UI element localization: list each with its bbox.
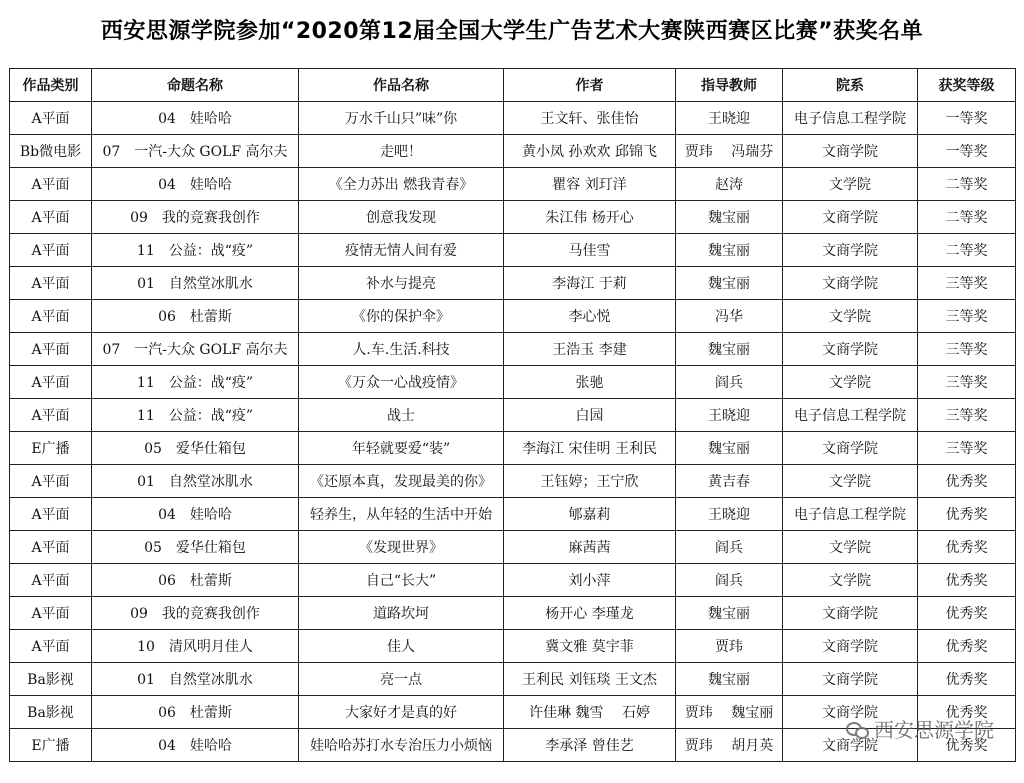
cell-award: 三等奖 bbox=[918, 399, 1016, 432]
table-row bbox=[10, 498, 1016, 531]
cell-category: A平面 bbox=[10, 333, 92, 366]
cell-advisor: 冯华 bbox=[676, 300, 783, 333]
cell-work: 《全力苏出 燃我青春》 bbox=[299, 168, 504, 201]
cell-category: A平面 bbox=[10, 630, 92, 663]
header-department: 院系 bbox=[783, 69, 918, 102]
cell-category: E广播 bbox=[10, 432, 92, 465]
cell-category: A平面 bbox=[10, 168, 92, 201]
table-row bbox=[10, 300, 1016, 333]
cell-work: 道路坎坷 bbox=[299, 597, 504, 630]
cell-department: 文商学院 bbox=[783, 333, 918, 366]
cell-advisor: 阎兵 bbox=[676, 531, 783, 564]
cell-department: 文商学院 bbox=[783, 432, 918, 465]
cell-author: 杨开心 李瑾龙 bbox=[504, 597, 676, 630]
cell-department: 文商学院 bbox=[783, 135, 918, 168]
cell-work: 《还原本真，发现最美的你》 bbox=[299, 465, 504, 498]
cell-author: 许佳琳 魏雪 石婷 bbox=[504, 696, 676, 729]
cell-topic: 05 爱华仕箱包 bbox=[92, 432, 299, 465]
cell-advisor: 贾玮 胡月英 bbox=[676, 729, 783, 762]
cell-category: Bb微电影 bbox=[10, 135, 92, 168]
cell-department: 文商学院 bbox=[783, 201, 918, 234]
table-row bbox=[10, 102, 1016, 135]
cell-category: A平面 bbox=[10, 201, 92, 234]
cell-advisor: 贾玮 魏宝丽 bbox=[676, 696, 783, 729]
cell-award: 二等奖 bbox=[918, 201, 1016, 234]
cell-work: 《你的保护伞》 bbox=[299, 300, 504, 333]
cell-advisor: 贾玮 bbox=[676, 630, 783, 663]
cell-award: 优秀奖 bbox=[918, 729, 1016, 762]
table-row bbox=[10, 597, 1016, 630]
cell-topic: 10 清风明月佳人 bbox=[92, 630, 299, 663]
cell-author: 马佳雪 bbox=[504, 234, 676, 267]
cell-department: 文学院 bbox=[783, 300, 918, 333]
table-row bbox=[10, 630, 1016, 663]
cell-award: 二等奖 bbox=[918, 234, 1016, 267]
cell-award: 一等奖 bbox=[918, 135, 1016, 168]
cell-topic: 11 公益：战“疫” bbox=[92, 366, 299, 399]
wechat-icon bbox=[846, 720, 868, 738]
cell-award: 一等奖 bbox=[918, 102, 1016, 135]
cell-advisor: 魏宝丽 bbox=[676, 333, 783, 366]
cell-author: 冀文雅 莫宇菲 bbox=[504, 630, 676, 663]
cell-work: 大家好才是真的好 bbox=[299, 696, 504, 729]
cell-advisor: 魏宝丽 bbox=[676, 597, 783, 630]
cell-topic: 04 娃哈哈 bbox=[92, 498, 299, 531]
cell-topic: 05 爱华仕箱包 bbox=[92, 531, 299, 564]
cell-topic: 01 自然堂冰肌水 bbox=[92, 663, 299, 696]
cell-award: 三等奖 bbox=[918, 432, 1016, 465]
cell-topic: 01 自然堂冰肌水 bbox=[92, 267, 299, 300]
cell-department: 文商学院 bbox=[783, 729, 918, 762]
cell-award: 优秀奖 bbox=[918, 531, 1016, 564]
cell-author: 刘小萍 bbox=[504, 564, 676, 597]
cell-department: 文学院 bbox=[783, 168, 918, 201]
table-header-row bbox=[10, 69, 1016, 102]
cell-topic: 09 我的竞赛我创作 bbox=[92, 597, 299, 630]
cell-author: 白园 bbox=[504, 399, 676, 432]
cell-category: Ba影视 bbox=[10, 663, 92, 696]
cell-department: 电子信息工程学院 bbox=[783, 498, 918, 531]
header-category: 作品类别 bbox=[10, 69, 92, 102]
cell-award: 优秀奖 bbox=[918, 630, 1016, 663]
awards-table bbox=[9, 68, 1016, 762]
cell-advisor: 王晓迎 bbox=[676, 498, 783, 531]
cell-award: 三等奖 bbox=[918, 300, 1016, 333]
cell-award: 优秀奖 bbox=[918, 564, 1016, 597]
table-row bbox=[10, 333, 1016, 366]
cell-award: 三等奖 bbox=[918, 333, 1016, 366]
cell-category: A平面 bbox=[10, 399, 92, 432]
watermark bbox=[846, 714, 994, 743]
cell-author: 王利民 刘钰琰 王文杰 bbox=[504, 663, 676, 696]
cell-advisor: 魏宝丽 bbox=[676, 267, 783, 300]
cell-work: 亮一点 bbox=[299, 663, 504, 696]
header-topic: 命题名称 bbox=[92, 69, 299, 102]
cell-category: A平面 bbox=[10, 300, 92, 333]
cell-author: 李海江 于莉 bbox=[504, 267, 676, 300]
cell-category: A平面 bbox=[10, 267, 92, 300]
cell-advisor: 魏宝丽 bbox=[676, 234, 783, 267]
cell-author: 张驰 bbox=[504, 366, 676, 399]
cell-advisor: 魏宝丽 bbox=[676, 201, 783, 234]
cell-department: 文学院 bbox=[783, 531, 918, 564]
header-work: 作品名称 bbox=[299, 69, 504, 102]
cell-category: A平面 bbox=[10, 597, 92, 630]
cell-work: 人.车.生活.科技 bbox=[299, 333, 504, 366]
cell-advisor: 魏宝丽 bbox=[676, 663, 783, 696]
cell-topic: 11 公益：战“疫” bbox=[92, 234, 299, 267]
cell-advisor: 贾玮 冯瑞芬 bbox=[676, 135, 783, 168]
cell-work: 万水千山只”味”你 bbox=[299, 102, 504, 135]
cell-work: 补水与提亮 bbox=[299, 267, 504, 300]
cell-advisor: 阎兵 bbox=[676, 366, 783, 399]
table-row bbox=[10, 201, 1016, 234]
cell-work: 娃哈哈苏打水专治压力小烦恼 bbox=[299, 729, 504, 762]
cell-work: 走吧！ bbox=[299, 135, 504, 168]
header-award: 获奖等级 bbox=[918, 69, 1016, 102]
cell-work: 创意我发现 bbox=[299, 201, 504, 234]
cell-topic: 07 一汽-大众 GOLF 高尔夫 bbox=[92, 333, 299, 366]
cell-category: A平面 bbox=[10, 234, 92, 267]
cell-author: 李承泽 曾佳艺 bbox=[504, 729, 676, 762]
cell-advisor: 王晓迎 bbox=[676, 399, 783, 432]
cell-award: 三等奖 bbox=[918, 267, 1016, 300]
cell-category: A平面 bbox=[10, 564, 92, 597]
cell-department: 文商学院 bbox=[783, 696, 918, 729]
cell-author: 郇嘉莉 bbox=[504, 498, 676, 531]
cell-award: 二等奖 bbox=[918, 168, 1016, 201]
table-row bbox=[10, 531, 1016, 564]
table-row bbox=[10, 399, 1016, 432]
cell-work: 佳人 bbox=[299, 630, 504, 663]
cell-department: 文商学院 bbox=[783, 663, 918, 696]
header-author: 作者 bbox=[504, 69, 676, 102]
cell-author: 瞿容 刘玎洋 bbox=[504, 168, 676, 201]
cell-topic: 01 自然堂冰肌水 bbox=[92, 465, 299, 498]
cell-award: 优秀奖 bbox=[918, 597, 1016, 630]
cell-author: 王浩玉 李建 bbox=[504, 333, 676, 366]
cell-work: 战士 bbox=[299, 399, 504, 432]
cell-department: 文商学院 bbox=[783, 597, 918, 630]
cell-work: 自己“长大” bbox=[299, 564, 504, 597]
cell-advisor: 黄吉春 bbox=[676, 465, 783, 498]
cell-department: 文学院 bbox=[783, 465, 918, 498]
watermark-text: 西安思源学院 bbox=[874, 718, 994, 742]
cell-advisor: 阎兵 bbox=[676, 564, 783, 597]
cell-topic: 06 杜蕾斯 bbox=[92, 696, 299, 729]
cell-award: 优秀奖 bbox=[918, 498, 1016, 531]
table-row bbox=[10, 564, 1016, 597]
header-advisor: 指导教师 bbox=[676, 69, 783, 102]
cell-department: 文学院 bbox=[783, 366, 918, 399]
cell-award: 优秀奖 bbox=[918, 696, 1016, 729]
cell-department: 电子信息工程学院 bbox=[783, 399, 918, 432]
table-row bbox=[10, 432, 1016, 465]
cell-department: 文商学院 bbox=[783, 234, 918, 267]
table-row bbox=[10, 366, 1016, 399]
table-row bbox=[10, 465, 1016, 498]
cell-author: 黄小凤 孙欢欢 邱锦飞 bbox=[504, 135, 676, 168]
cell-category: A平面 bbox=[10, 102, 92, 135]
table-row bbox=[10, 234, 1016, 267]
cell-topic: 04 娃哈哈 bbox=[92, 168, 299, 201]
cell-topic: 04 娃哈哈 bbox=[92, 102, 299, 135]
cell-topic: 06 杜蕾斯 bbox=[92, 564, 299, 597]
cell-author: 麻茜茜 bbox=[504, 531, 676, 564]
cell-award: 优秀奖 bbox=[918, 465, 1016, 498]
cell-author: 李海江 宋佳明 王利民 bbox=[504, 432, 676, 465]
cell-advisor: 赵涛 bbox=[676, 168, 783, 201]
cell-author: 朱江伟 杨开心 bbox=[504, 201, 676, 234]
cell-advisor: 魏宝丽 bbox=[676, 432, 783, 465]
cell-category: A平面 bbox=[10, 498, 92, 531]
table-row bbox=[10, 168, 1016, 201]
cell-advisor: 王晓迎 bbox=[676, 102, 783, 135]
cell-topic: 09 我的竞赛我创作 bbox=[92, 201, 299, 234]
cell-work: 年轻就要爱“装” bbox=[299, 432, 504, 465]
cell-department: 文学院 bbox=[783, 564, 918, 597]
cell-work: 《万众一心战疫情》 bbox=[299, 366, 504, 399]
cell-author: 王文轩、张佳怡 bbox=[504, 102, 676, 135]
cell-work: 《发现世界》 bbox=[299, 531, 504, 564]
page-title: 西安思源学院参加“2020第12届全国大学生广告艺术大赛陕西赛区比赛”获奖名单 bbox=[100, 19, 924, 44]
cell-category: A平面 bbox=[10, 531, 92, 564]
cell-award: 三等奖 bbox=[918, 366, 1016, 399]
cell-author: 李心悦 bbox=[504, 300, 676, 333]
cell-work: 轻养生，从年轻的生活中开始 bbox=[299, 498, 504, 531]
cell-topic: 06 杜蕾斯 bbox=[92, 300, 299, 333]
cell-topic: 07 一汽-大众 GOLF 高尔夫 bbox=[92, 135, 299, 168]
cell-category: A平面 bbox=[10, 465, 92, 498]
cell-category: A平面 bbox=[10, 366, 92, 399]
cell-author: 王钰婷；王宁欣 bbox=[504, 465, 676, 498]
cell-category: Ba影视 bbox=[10, 696, 92, 729]
table-row bbox=[10, 135, 1016, 168]
table-row bbox=[10, 267, 1016, 300]
cell-work: 疫情无情人间有爱 bbox=[299, 234, 504, 267]
cell-award: 优秀奖 bbox=[918, 663, 1016, 696]
cell-topic: 11 公益：战“疫” bbox=[92, 399, 299, 432]
cell-topic: 04 娃哈哈 bbox=[92, 729, 299, 762]
cell-department: 文商学院 bbox=[783, 630, 918, 663]
cell-department: 文商学院 bbox=[783, 267, 918, 300]
table-row bbox=[10, 663, 1016, 696]
cell-department: 电子信息工程学院 bbox=[783, 102, 918, 135]
cell-category: E广播 bbox=[10, 729, 92, 762]
